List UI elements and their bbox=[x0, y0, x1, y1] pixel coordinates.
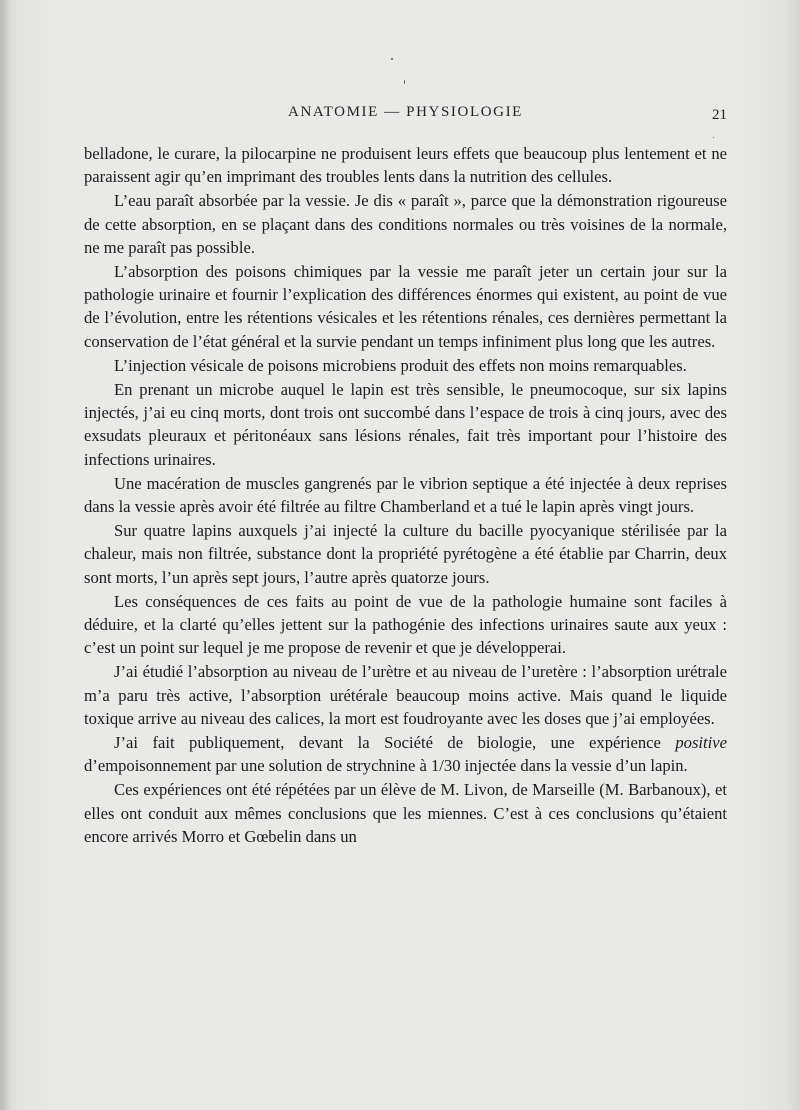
paragraph-9: J’ai étudié l’absorption au niveau de l’urètre et au niveau de l’uretère : l’absorption urétrale m’a paru très active, l’absorption urétérale beaucoup moins active. Mais quand le liquide toxique arrive au niveau des calices, la mort est foudroyante avec les doses que j’ai employées. bbox=[84, 662, 727, 728]
page-header bbox=[84, 104, 727, 126]
emphasis-positive: positive bbox=[675, 733, 727, 753]
paragraph-10 bbox=[84, 731, 727, 777]
ink-speck bbox=[404, 80, 405, 84]
ink-speck bbox=[713, 137, 714, 138]
paragraph-8: Les conséquences de ces faits au point de vue de la pathologie humaine sont faciles à déduire, et la clarté qu’elles jettent sur la pathogénie des infections urinaires saute aux yeux : c’est un point sur lequel je me propose de revenir et que je développerai. bbox=[84, 591, 727, 658]
paragraph-7: Sur quatre lapins auxquels j’ai injecté la culture du bacille pyocyanique stérilisée par la chaleur, mais non filtrée, substance dont la propriété pyrétogène a été établie par Charrin, deux sont morts, l’un après sept jours, l’autre après quatorze jours. bbox=[84, 521, 727, 587]
paragraph-1: belladone, le curare, la pilocarpine ne produisent leurs effets que beaucoup plus lentement et ne paraissent agir qu’en imprimant des troubles lents dans la nutrition des cellules. bbox=[84, 144, 727, 187]
paragraph-11: Ces expériences ont été répétées par un élève de M. Livon, de Marseille (M. Barbanoux), et elles ont conduit aux mêmes conclusions que les miennes. C’est à ces conclusions qu’étaient encore arrivés Morro et Gœbelin dans un bbox=[84, 780, 727, 846]
paragraph-3: L’absorption des poisons chimiques par la vessie me paraît jeter un certain jour sur la pathologie urinaire et fournir l’explication des différences énormes qui existent, au point de vue de l’évolution, entre les rétentions vésicales et les rétentions rénales, ces dernières permettant la conservation de l’état général et la survie pendant un temps infiniment plus long que les autres. bbox=[84, 262, 727, 351]
paragraph-5: En prenant un microbe auquel le lapin est très sensible, le pneumocoque, sur six lapins injectés, j’ai eu cinq morts, dont trois ont succombé dans l’espace de trois à cinq jours, avec des exsudats pleuraux et péritonéaux sans lésions rénales, fait très important pour l’histoire des infections urinaires. bbox=[84, 380, 727, 469]
paragraph-10-start: J’ai fait publiquement, devant la Société de biologie, une expérience bbox=[114, 733, 676, 753]
paragraph-10-end: d’empoisonnement par une solution de strychnine à 1/30 injectée dans la vessie d’un lapin. bbox=[84, 756, 688, 776]
running-title: ANATOMIE — PHYSIOLOGIE bbox=[288, 104, 523, 120]
ink-speck bbox=[391, 58, 393, 60]
paragraph-2: L’eau paraît absorbée par la vessie. Je dis « paraît », parce que la démonstration rigoureuse de cette absorption, en se plaçant dans des conditions normales ou très voisines de la normale, ne me paraît pas possible. bbox=[84, 191, 727, 257]
paragraph-6: Une macération de muscles gangrenés par le vibrion septique a été injectée à deux reprises dans la vessie après avoir été filtrée au filtre Chamberland et a tué le lapin après vingt jours. bbox=[84, 473, 727, 517]
page-number: 21 bbox=[712, 107, 727, 123]
paragraph-4: L’injection vésicale de poisons microbiens produit des effets non moins remarquables. bbox=[114, 355, 687, 375]
body-text bbox=[84, 142, 727, 849]
